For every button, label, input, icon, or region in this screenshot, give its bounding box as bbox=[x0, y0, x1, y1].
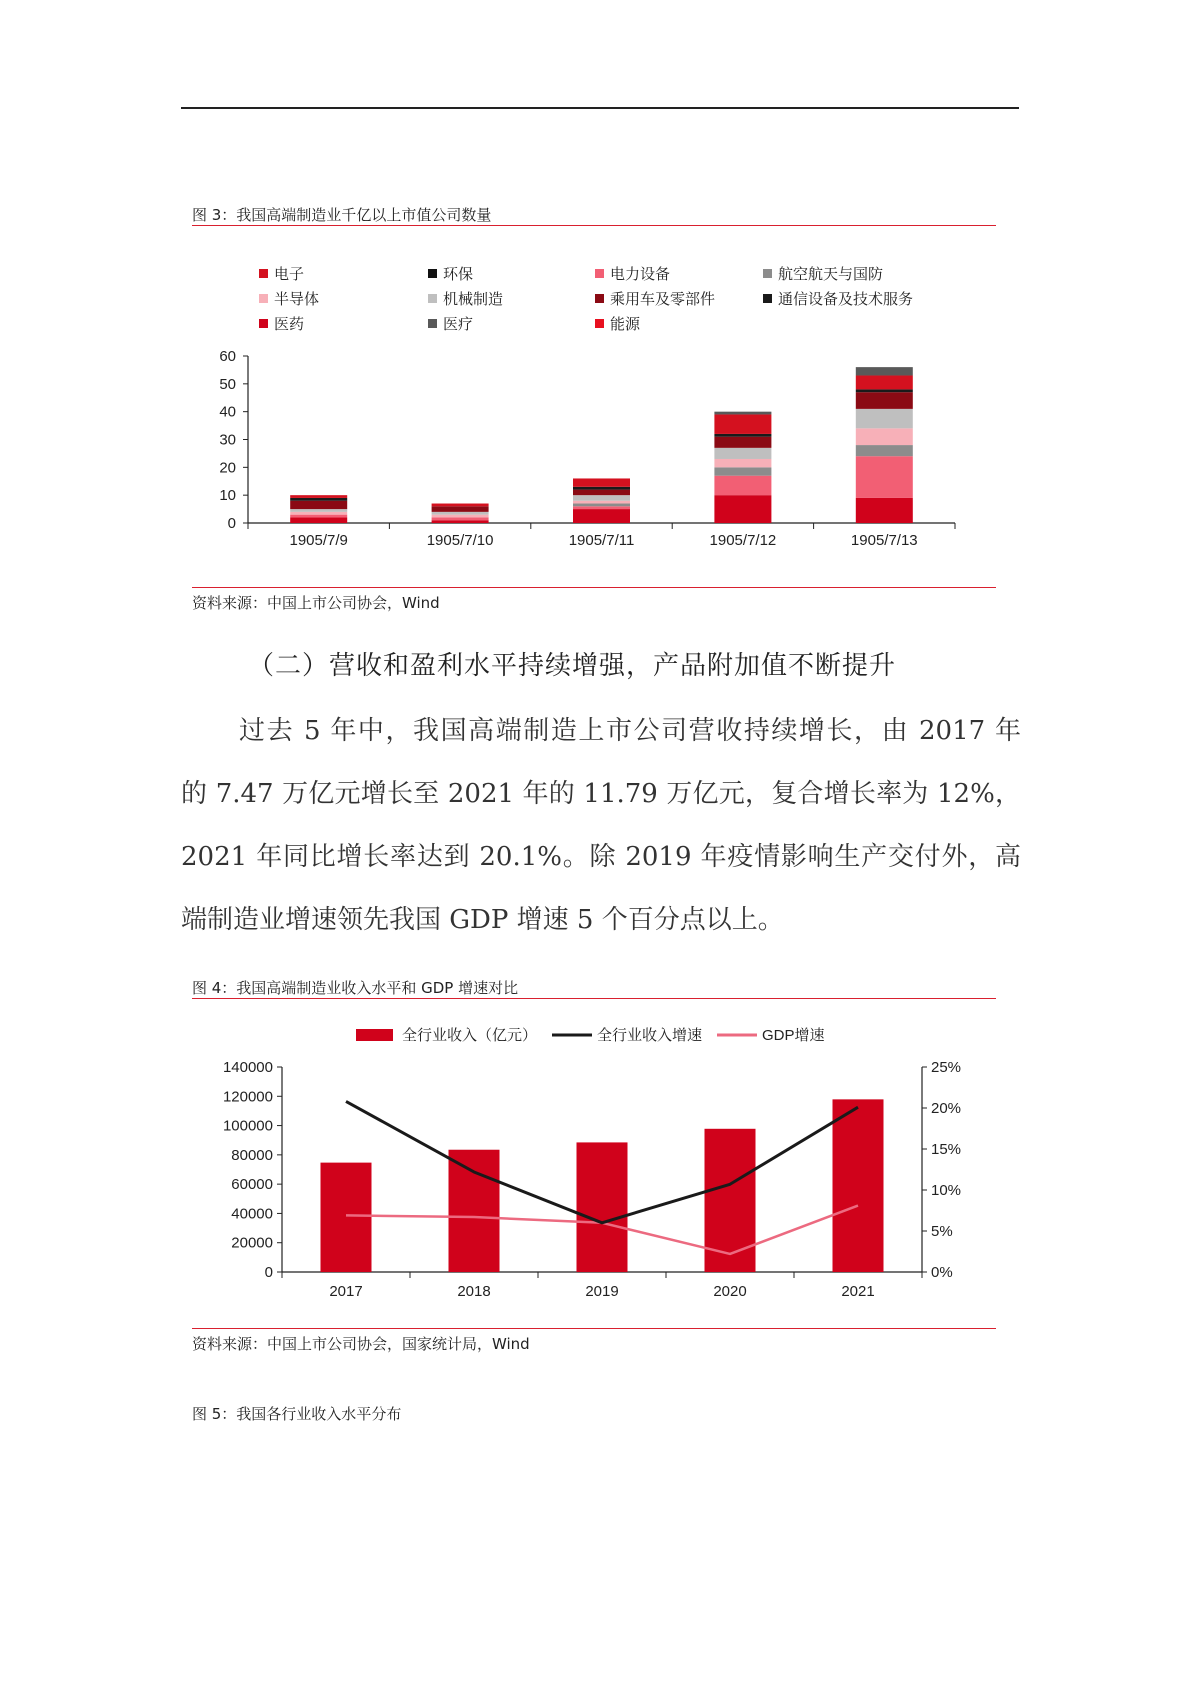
legend-label: 全行业收入增速 bbox=[597, 1027, 703, 1044]
figure4-title: 图 4：我国高端制造业收入水平和 GDP 增速对比 bbox=[192, 979, 519, 997]
y-right-tick-label: 15% bbox=[931, 1141, 962, 1158]
y-left-tick-label: 140000 bbox=[222, 1059, 273, 1076]
x-tick-label: 1905/7/9 bbox=[289, 532, 348, 549]
revenue-bar bbox=[833, 1099, 884, 1272]
legend-label: 医药 bbox=[274, 315, 305, 333]
y-tick-label: 50 bbox=[219, 375, 236, 393]
legend-label: 环保 bbox=[443, 265, 474, 283]
y-left-tick-label: 20000 bbox=[231, 1234, 273, 1252]
x-tick-label: 2021 bbox=[841, 1283, 875, 1300]
y-right-tick-label: 20% bbox=[931, 1100, 962, 1117]
figure5-title: 图 5：我国各行业收入水平分布 bbox=[192, 1405, 402, 1423]
legend-label: 机械制造 bbox=[443, 290, 504, 308]
x-tick-label: 2020 bbox=[713, 1283, 747, 1300]
section-heading: （二）营收和盈利水平持续增强，产品附加值不断提升 bbox=[248, 651, 897, 681]
legend-label: 半导体 bbox=[274, 290, 320, 308]
figure3-title: 图 3：我国高端制造业千亿以上市值公司数量 bbox=[192, 206, 492, 224]
y-tick-label: 40 bbox=[219, 403, 236, 421]
y-tick-label: 30 bbox=[219, 431, 236, 449]
legend-label: 乘用车及零部件 bbox=[610, 290, 716, 308]
x-tick-label: 1905/7/13 bbox=[850, 532, 918, 549]
legend-label: 通信设备及技术服务 bbox=[778, 290, 914, 308]
x-tick-label: 1905/7/12 bbox=[709, 532, 777, 549]
legend-label: 能源 bbox=[610, 315, 641, 333]
legend-label: 医疗 bbox=[443, 315, 474, 333]
paragraph-line: 过去 5 年中，我国高端制造上市公司营收持续增长，由 2017 年 bbox=[239, 716, 1021, 746]
figure4-source: 资料来源：中国上市公司协会，国家统计局，Wind bbox=[192, 1335, 530, 1353]
figure3-source: 资料来源：中国上市公司协会，Wind bbox=[192, 594, 440, 612]
x-tick-label: 2017 bbox=[329, 1283, 363, 1300]
legend-label: 电力设备 bbox=[610, 265, 671, 283]
legend-swatch bbox=[356, 1029, 393, 1041]
x-tick-label: 2018 bbox=[457, 1283, 491, 1300]
legend-label: 电子 bbox=[274, 265, 305, 283]
legend-label: GDP增速 bbox=[762, 1027, 825, 1044]
y-left-tick-label: 0 bbox=[264, 1264, 273, 1281]
y-right-tick-label: 0% bbox=[931, 1264, 953, 1281]
y-tick-label: 20 bbox=[219, 459, 236, 477]
revenue-bar bbox=[577, 1142, 628, 1272]
x-tick-label: 1905/7/11 bbox=[568, 532, 635, 549]
x-tick-label: 2019 bbox=[585, 1283, 619, 1300]
revenue-bar bbox=[449, 1150, 500, 1272]
paragraph-line: 的 7.47 万亿元增长至 2021 年的 11.79 万亿元，复合增长率为 12%， bbox=[181, 779, 1021, 809]
y-left-tick-label: 120000 bbox=[222, 1088, 273, 1106]
y-tick-label: 0 bbox=[227, 515, 236, 532]
y-left-tick-label: 80000 bbox=[231, 1146, 273, 1164]
revenue-bar bbox=[321, 1163, 372, 1272]
y-left-tick-label: 100000 bbox=[222, 1117, 273, 1135]
x-tick-label: 1905/7/10 bbox=[426, 532, 494, 549]
legend-label: 航空航天与国防 bbox=[778, 265, 884, 283]
paragraph-line: 端制造业增速领先我国 GDP 增速 5 个百分点以上。 bbox=[181, 905, 784, 935]
legend-label: 全行业收入（亿元） bbox=[402, 1027, 538, 1044]
y-tick-label: 60 bbox=[219, 348, 236, 365]
paragraph-line: 2021 年同比增长率达到 20.1%。除 2019 年疫情影响生产交付外，高 bbox=[181, 842, 1021, 872]
y-right-tick-label: 10% bbox=[931, 1182, 962, 1199]
y-right-tick-label: 5% bbox=[931, 1223, 953, 1240]
y-left-tick-label: 60000 bbox=[231, 1176, 273, 1194]
y-tick-label: 10 bbox=[219, 487, 236, 505]
y-left-tick-label: 40000 bbox=[231, 1205, 273, 1223]
y-right-tick-label: 25% bbox=[931, 1059, 962, 1076]
figure4-source-rule bbox=[192, 1328, 996, 1329]
